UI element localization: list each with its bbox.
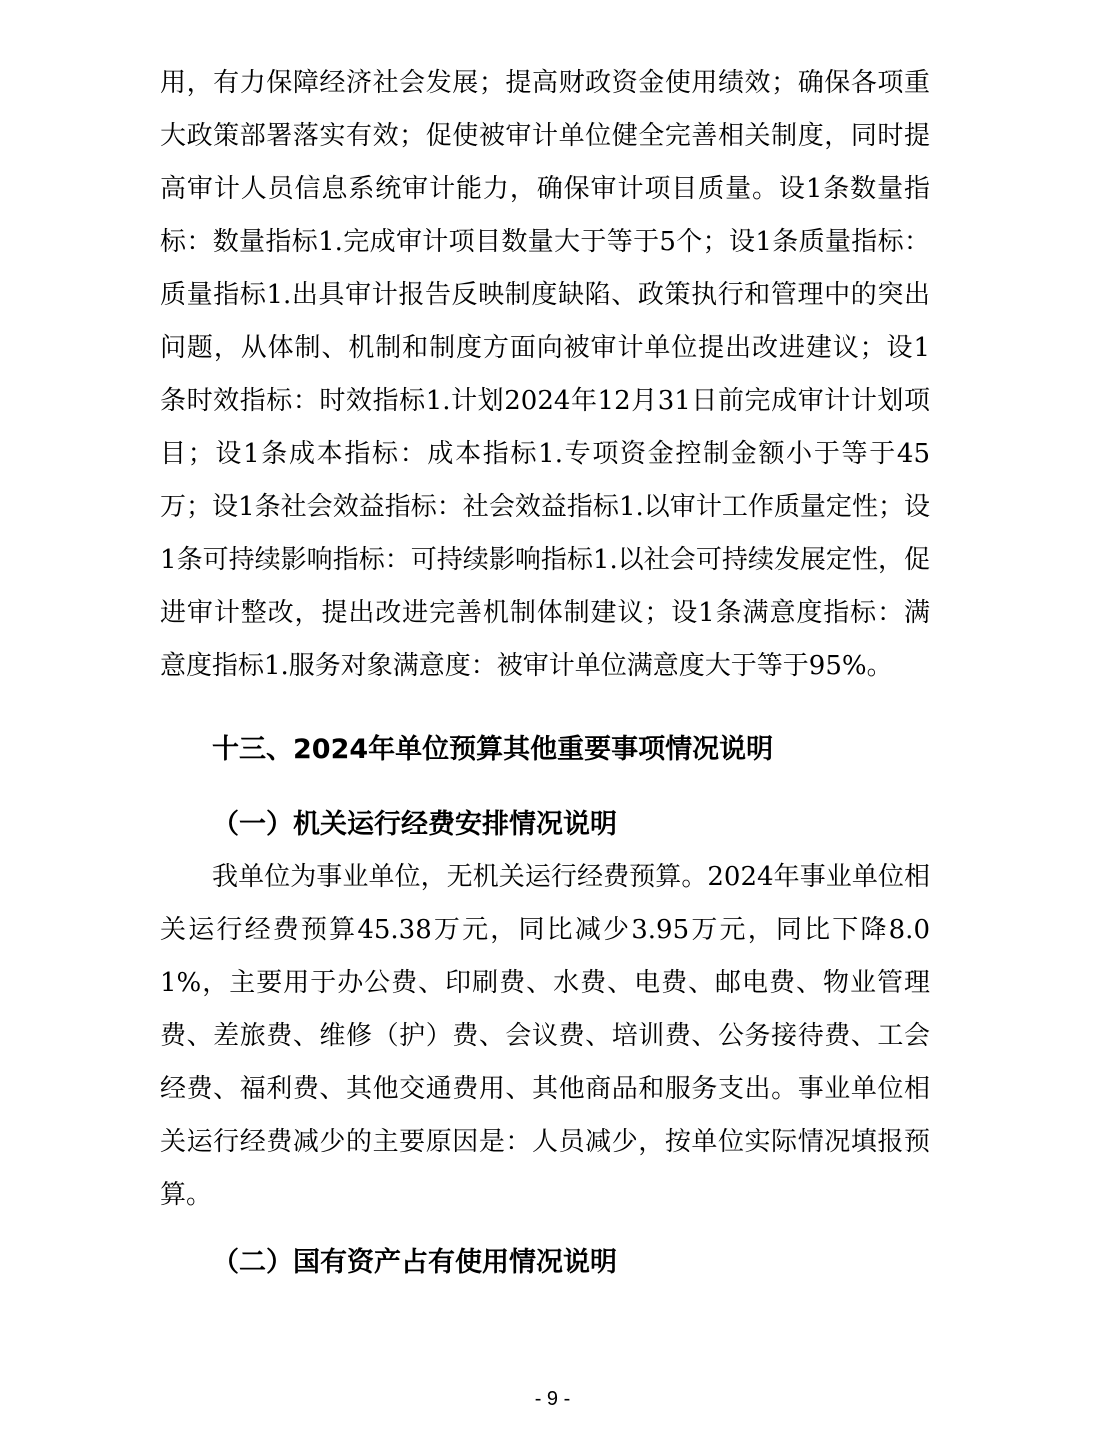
page-content — [160, 57, 930, 1289]
performance-indicators-paragraph: 用，有力保障经济社会发展；提高财政资金使用绩效；确保各项重大政策部署落实有效；促使被审计单位健全完善相关制度，同时提高审计人员信息系统审计能力，确保审计项目质量。设1条数量指标：数量指标1.完成审计项目数量大于等于5个；设1条质量指标：质量指标1.出具审计报告反映制度缺陷、政策执行和管理中的突出问题，从体制、机制和制度方面向被审计单位提出改进建议；设1条时效指标：时效指标1.计划2024年12月31日前完成审计计划项目；设1条成本指标：成本指标1.专项资金控制金额小于等于45万；设1条社会效益指标：社会效益指标1.以审计工作质量定性；设1条可持续影响指标：可持续影响指标1.以社会可持续发展定性，促进审计整改，提出改进完善机制体制建议；设1条满意度指标：满意度指标1.服务对象满意度：被审计单位满意度大于等于95%。 — [160, 68, 930, 681]
operating-expenses-paragraph: 我单位为事业单位，无机关运行经费预算。2024年事业单位相关运行经费预算45.38万元，同比减少3.95万元，同比下降8.01%，主要用于办公费、印刷费、水费、电费、邮电费、物业管理费、差旅费、维修（护）费、会议费、培训费、公务接待费、工会经费、福利费、其他交通费用、其他商品和服务支出。事业单位相关运行经费减少的主要原因是：人员减少，按单位实际情况填报预算。 — [160, 862, 930, 1210]
page-number: - 9 - — [534, 1388, 571, 1410]
section-heading-13: 十三、2024年单位预算其他重要事项情况说明 — [212, 734, 774, 765]
subsection-heading-2: （二）国有资产占有使用情况说明 — [212, 1247, 617, 1278]
subsection-heading-1: （一）机关运行经费安排情况说明 — [212, 809, 617, 840]
